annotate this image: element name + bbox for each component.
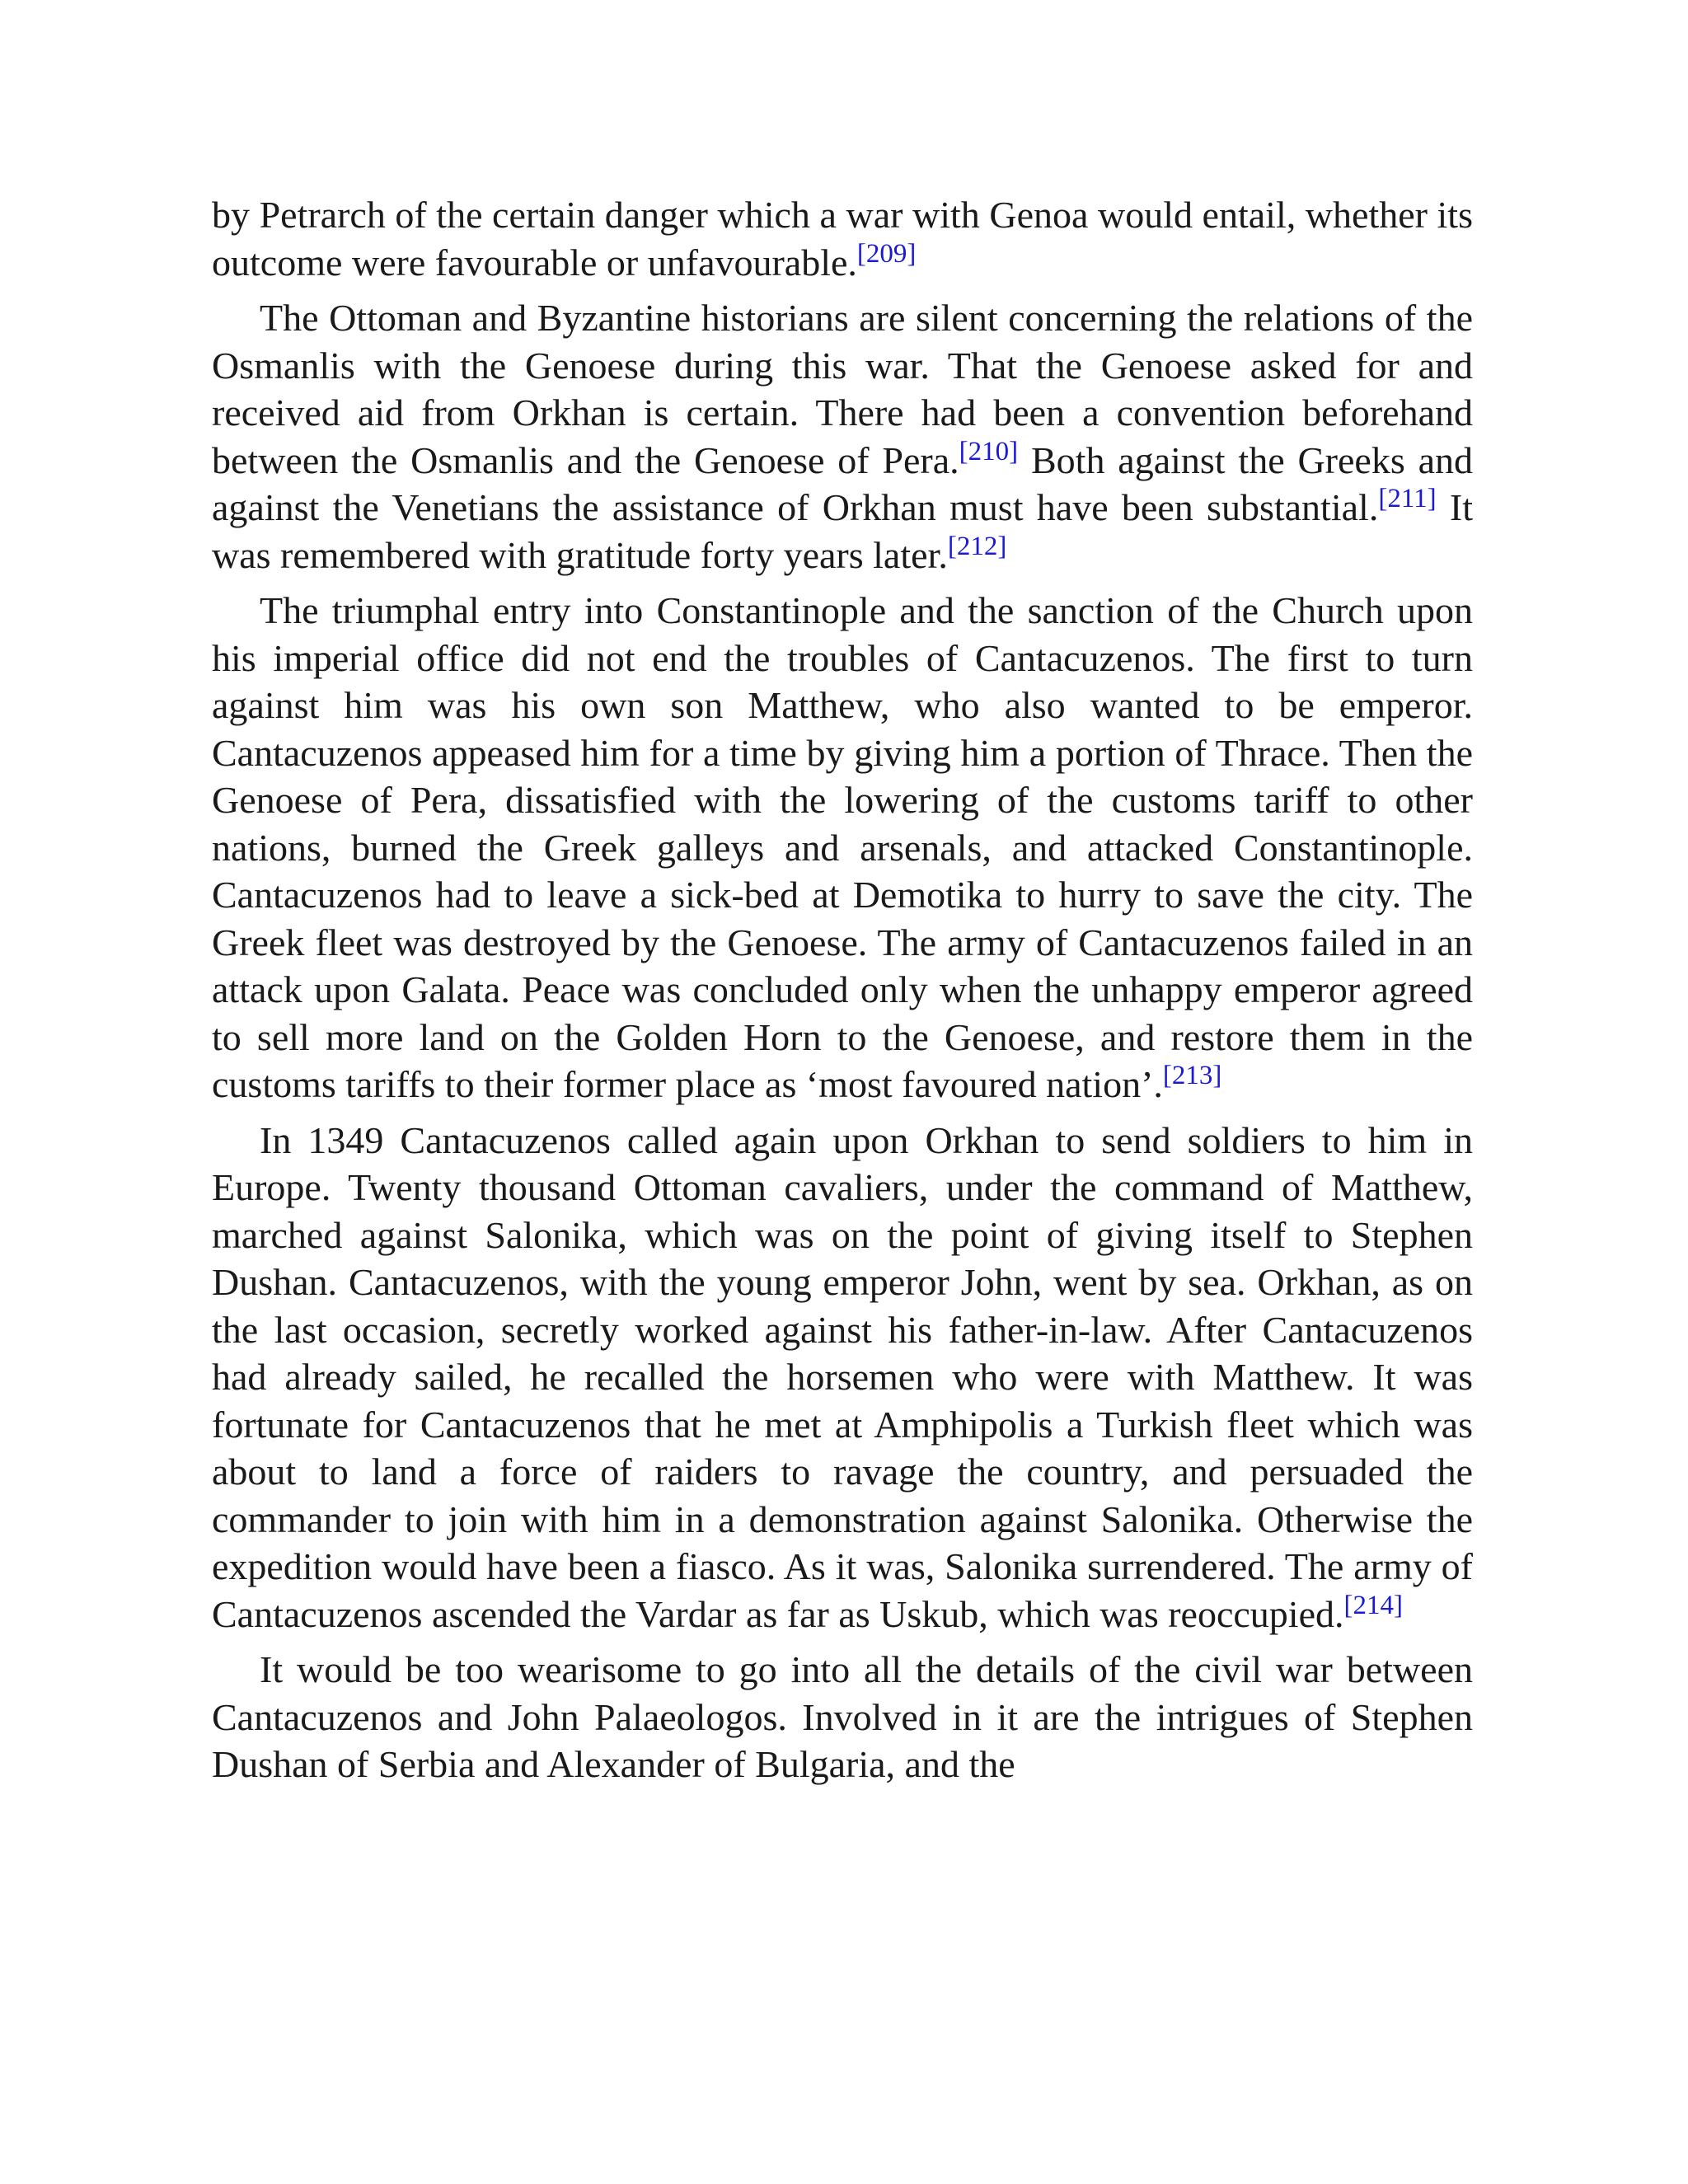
paragraph	[212, 294, 1473, 579]
footnote-link[interactable]: [210]	[959, 436, 1019, 466]
paragraph	[212, 191, 1473, 286]
paragraph-text: by Petrarch of the certain danger which a war with Genoa would entail, whether its outcome were favourable or unfavourable.	[212, 194, 1473, 284]
footnote-link[interactable]: [211]	[1378, 484, 1437, 513]
book-page	[212, 191, 1473, 1797]
footnote-link[interactable]: [214]	[1343, 1590, 1403, 1620]
paragraph-text: It was remembered with gratitude forty years later.	[212, 486, 1473, 576]
paragraph	[212, 587, 1473, 1108]
paragraph-text: In 1349 Cantacuzenos called again upon Orkhan to send soldiers to him in Europe. Twenty thousand Ottoman cavaliers, under the command of Matthew, marched against Salonika, which was on the point of giving itself to Stephen Dushan. Cantacuzenos, with the young emperor John, went by sea. Orkhan, as on the last occasion, secretly worked against his father-in-law. After Cantacuzenos had already sailed, he recalled the horsemen who were with Matthew. It was fortunate for Cantacuzenos that he met at Amphipolis a Turkish fleet which was about to land a force of raiders to ravage the country, and persuaded the commander to join with him in a demonstration against Salonika. Otherwise the expedition would have been a fiasco. As it was, Salonika surrendered. The army of Cantacuzenos ascended the Vardar as far as Uskub, which was reoccupied.	[212, 1118, 1473, 1635]
paragraph-text: The triumphal entry into Constantinople and the sanction of the Church upon his imperial office did not end the troubles of Cantacuzenos. The first to turn against him was his own son Matthew, who also wanted to be emperor. Cantacuzenos appeased him for a time by giving him a portion of Thrace. Then the Genoese of Pera, dissatisfied with the lowering of the customs tariff to other nations, burned the Greek galleys and arsenals, and attacked Constantinople. Cantacuzenos had to leave a sick-bed at Demotika to hurry to save the city. The Greek fleet was destroyed by the Genoese. The army of Cantacuzenos failed in an attack upon Galata. Peace was concluded only when the unhappy emperor agreed to sell more land on the Golden Horn to the Genoese, and restore them in the customs tariffs to their former place as ‘most favoured nation’.	[212, 589, 1473, 1105]
footnote-link[interactable]: [209]	[856, 238, 917, 269]
footnote-link[interactable]: [213]	[1162, 1061, 1222, 1090]
paragraph	[212, 1646, 1473, 1788]
paragraph	[212, 1117, 1473, 1638]
paragraph-text: Both against the Greeks and against the Venetians the assistance of Orkhan must have been substantial.	[212, 438, 1473, 528]
footnote-link[interactable]: [212]	[947, 531, 1007, 561]
paragraph-text: The Ottoman and Byzantine historians are silent concerning the relations of the Osmanlis with the Genoese during this war. That the Genoese asked for and received aid from Orkhan is certain. There had been a convention beforehand between the Osmanlis and the Genoese of Pera.	[212, 297, 1473, 481]
paragraph-text: It would be too wearisome to go into all the details of the civil war between Cantacuzenos and John Palaeologos. Involved in it are the intrigues of Stephen Dushan of Serbia and Alexander of Bulgaria, and the	[212, 1648, 1473, 1785]
